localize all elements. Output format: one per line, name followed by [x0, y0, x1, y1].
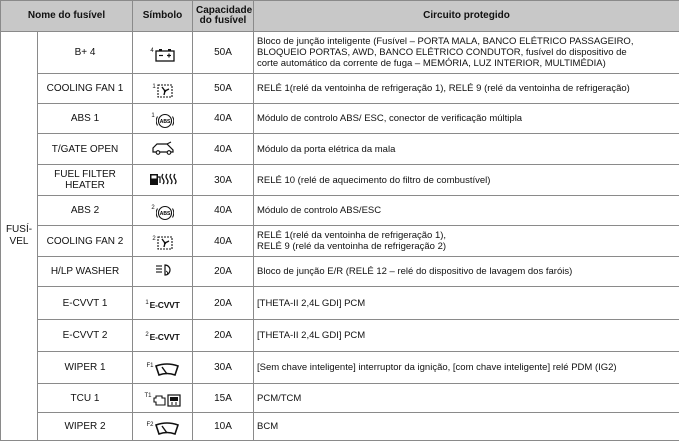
circuit — [254, 287, 679, 320]
wiper-icon — [155, 363, 179, 377]
cooling-fan-icon — [157, 84, 173, 98]
abs-icon — [156, 113, 174, 129]
abs-icon — [156, 205, 174, 221]
symbol-number: 1 — [152, 83, 156, 90]
symbol-number: 1 — [151, 112, 155, 119]
capacity: 20A — [193, 257, 254, 287]
capacity: 15A — [193, 384, 254, 413]
circuit-line: Bloco de junção inteligente (Fusível – PORTA MALA, BANCO ELÉTRICO PASSAGEIRO, — [257, 36, 634, 47]
symbol-number: F2 — [146, 421, 154, 428]
fuse-name: ABS 2 — [38, 196, 133, 226]
symbol-cell — [133, 165, 193, 196]
table-row — [1, 320, 679, 352]
symbol-number: F1 — [146, 362, 154, 369]
fuse-name-line1: FUEL FILTER — [54, 169, 116, 180]
symbol-cell — [133, 384, 193, 413]
table-row — [1, 165, 679, 196]
circuit-line: Bloco de junção E/R (RELÉ 12 – relé do dispositivo de lavagem dos faróis) — [257, 266, 573, 277]
circuit — [254, 165, 679, 196]
capacity: 20A — [193, 320, 254, 352]
fuse-name-line2: HEATER — [65, 180, 105, 191]
fuse-name: COOLING FAN 2 — [38, 226, 133, 257]
fuse-name: H/LP WASHER — [38, 257, 133, 287]
symbol-number: 1 — [145, 299, 149, 306]
circuit-line: RELÉ 10 (relé de aquecimento do filtro de combustível) — [257, 174, 491, 186]
table-header-row — [1, 1, 679, 32]
capacity: 40A — [193, 134, 254, 165]
capacity: 50A — [193, 74, 254, 104]
circuit-line: RELÉ 9 (relé da ventoinha de refrigeração 2) — [257, 241, 447, 252]
circuit — [254, 352, 679, 384]
capacity: 20A — [193, 287, 254, 320]
capacity: 50A — [193, 32, 254, 74]
circuit — [254, 32, 679, 74]
circuit-line: RELÉ 1(relé da ventoinha de refrigeração 1), RELÉ 9 (relé da ventoinha de refrigeração) — [257, 83, 630, 94]
circuit — [254, 226, 679, 257]
fuse-name: B+ 4 — [38, 32, 133, 74]
battery-icon — [155, 48, 175, 62]
circuit — [254, 413, 679, 441]
fuse-name — [38, 165, 133, 196]
circuit-line: PCM/TCM — [257, 392, 302, 404]
fuse-name: WIPER 2 — [38, 413, 133, 441]
symbol-number: 2 — [152, 236, 156, 242]
symbol-cell — [133, 320, 193, 352]
circuit-line: BCM — [257, 421, 279, 432]
e-cvvt-symbol: E-CVVT — [149, 332, 180, 342]
circuit-line: [Sem chave inteligente] interruptor da ignição, [com chave inteligente] relé PDM (IG2) — [257, 362, 617, 373]
capacity: 40A — [193, 226, 254, 257]
symbol-cell — [133, 413, 193, 441]
symbol-number: T1 — [144, 393, 152, 399]
circuit-line: Módulo de controlo ABS/ ESC, conector de verificação múltipla — [257, 113, 523, 124]
capacity: 30A — [193, 352, 254, 384]
circuit-line: [THETA-II 2,4L GDI] PCM — [257, 297, 366, 309]
table-row — [1, 384, 679, 413]
header-circuit: Circuito protegido — [254, 1, 679, 32]
fuse-name: E-CVVT 1 — [38, 287, 133, 320]
circuit — [254, 257, 679, 287]
circuit-line: Módulo de controlo ABS/ESC — [257, 205, 382, 216]
table-row — [1, 32, 679, 74]
svg-text:ABS: ABS — [159, 210, 170, 217]
fuel-filter-heater-icon — [149, 172, 177, 186]
symbol-cell — [133, 226, 193, 257]
capacity: 40A — [193, 104, 254, 134]
e-cvvt-symbol: E-CVVT — [149, 299, 180, 310]
circuit-line: BLOQUEIO PORTAS, AWD, BANCO ELÉTRICO CONDUTOR, fusível do dispositivo de — [257, 47, 627, 58]
headlamp-washer-icon — [154, 263, 172, 277]
cooling-fan-icon — [157, 236, 173, 250]
symbol-number: 4 — [150, 47, 154, 54]
symbol-cell — [133, 104, 193, 134]
table-row — [1, 104, 679, 134]
table-row — [1, 74, 679, 104]
symbol-cell — [133, 196, 193, 226]
symbol-cell — [133, 352, 193, 384]
header-capacity-line1: Capacidade — [196, 5, 253, 16]
wiper-icon — [155, 422, 179, 436]
table-row — [1, 226, 679, 257]
symbol-number: 2 — [145, 332, 149, 338]
circuit — [254, 384, 679, 413]
table-row — [1, 413, 679, 441]
tailgate-icon — [151, 141, 175, 155]
symbol-cell — [133, 134, 193, 165]
table-row — [1, 287, 679, 320]
capacity: 10A — [193, 413, 254, 441]
table-row — [1, 196, 679, 226]
header-capacity — [193, 1, 254, 32]
table-row — [1, 257, 679, 287]
header-capacity-line2: do fusível — [199, 15, 247, 26]
symbol-cell — [133, 287, 193, 320]
table-row — [1, 134, 679, 165]
group-label-line2: VEL — [9, 236, 29, 247]
capacity: 30A — [193, 165, 254, 196]
fuse-name: TCU 1 — [38, 384, 133, 413]
symbol-cell — [133, 257, 193, 287]
fuse-name: COOLING FAN 1 — [38, 74, 133, 104]
table-row — [1, 352, 679, 384]
engine-transmission-icon — [153, 393, 181, 407]
circuit-line: Módulo da porta elétrica da mala — [257, 143, 396, 155]
fuse-name: WIPER 1 — [38, 352, 133, 384]
fuse-name: ABS 1 — [38, 104, 133, 134]
symbol-cell — [133, 74, 193, 104]
header-symbol: Símbolo — [133, 1, 193, 32]
circuit — [254, 104, 679, 134]
circuit — [254, 134, 679, 165]
circuit-line: RELÉ 1(relé da ventoinha de refrigeração 1), — [257, 230, 447, 241]
fuse-name: T/GATE OPEN — [38, 134, 133, 165]
symbol-number: 2 — [151, 204, 155, 211]
symbol-cell — [133, 32, 193, 74]
header-fuse-name: Nome do fusível — [1, 1, 133, 32]
circuit-line: [THETA-II 2,4L GDI] PCM — [257, 330, 366, 341]
circuit — [254, 196, 679, 226]
svg-text:ABS: ABS — [159, 118, 170, 125]
group-label — [1, 32, 38, 441]
fuse-name: E-CVVT 2 — [38, 320, 133, 352]
circuit-line: corte automático da corrente de fuga – MEMÓRIA, LUZ INTERIOR, MULTIMÉDIA) — [257, 58, 606, 69]
circuit — [254, 74, 679, 104]
capacity: 40A — [193, 196, 254, 226]
circuit — [254, 320, 679, 352]
group-label-line1: FUSÍ- — [5, 224, 33, 235]
